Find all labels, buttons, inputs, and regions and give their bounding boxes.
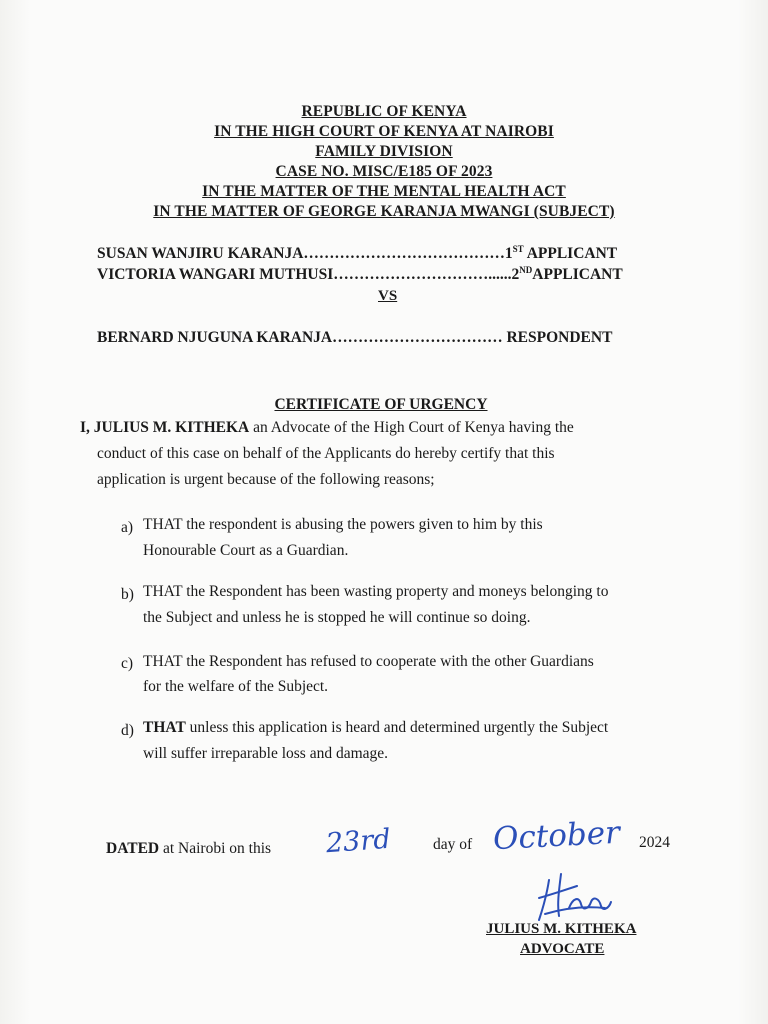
reason-d-bold: THAT	[143, 719, 186, 736]
header-line-matter-act: IN THE MATTER OF THE MENTAL HEALTH ACT	[202, 183, 566, 200]
reason-b-label: b)	[121, 586, 134, 603]
respondent-dots: ……………………………	[332, 329, 503, 346]
reason-d-line-1	[143, 715, 608, 741]
advocate-name-intro: I, JULIUS M. KITHEKA	[80, 419, 250, 436]
certificate-title: CERTIFICATE OF URGENCY	[274, 396, 488, 413]
handwritten-day: 23rd	[324, 823, 392, 860]
applicant-2-line	[97, 265, 623, 284]
applicant-2-role: APPLICANT	[532, 266, 623, 283]
dated-year: 2024	[639, 834, 670, 851]
reason-a-line-1: THAT the respondent is abusing the powers given to him by this	[143, 516, 543, 533]
reason-d-line-2: will suffer irreparable loss and damage.	[143, 745, 389, 762]
applicant-2-ordinal: 2	[511, 266, 520, 283]
intro-line-2: conduct of this case on behalf of the Applicants do hereby certify that this	[97, 445, 555, 462]
applicant-1-ordinal-sup: ST	[512, 244, 524, 254]
reason-c-line-2: for the welfare of the Subject.	[143, 678, 329, 695]
signature-mark	[535, 868, 615, 928]
applicant-2-ordinal-sup: ND	[519, 265, 533, 275]
header-line-case-no: CASE NO. MISC/E185 OF 2023	[275, 163, 493, 180]
signatory-name: JULIUS M. KITHEKA	[486, 921, 637, 937]
dated-label	[106, 836, 271, 862]
intro-line-1	[80, 415, 574, 441]
reason-a-line-2: Honourable Court as a Guardian.	[143, 542, 349, 559]
dated-rest: at Nairobi on this	[159, 840, 272, 857]
applicant-2-dots: …………………………......	[333, 266, 512, 283]
applicant-1-name: SUSAN WANJIRU KARANJA	[97, 245, 304, 262]
intro-line-3: application is urgent because of the following reasons;	[97, 471, 435, 488]
respondent-role: RESPONDENT	[502, 329, 613, 346]
reason-d-line-1-text: unless this application is heard and determined urgently the Subject	[185, 719, 609, 736]
header-line-matter-subject: IN THE MATTER OF GEORGE KARANJA MWANGI (SUBJECT)	[153, 203, 615, 220]
applicant-1-ordinal: 1	[504, 245, 513, 262]
versus-label: VS	[378, 288, 398, 304]
intro-line-1-text: an Advocate of the High Court of Kenya having the	[249, 419, 574, 436]
reason-c-line-1: THAT the Respondent has refused to cooperate with the other Guardians	[143, 653, 594, 670]
applicant-1-line	[97, 244, 617, 263]
signatory-title: ADVOCATE	[520, 941, 605, 957]
handwritten-month: October	[492, 814, 621, 858]
header-line-court: IN THE HIGH COURT OF KENYA AT NAIROBI	[214, 123, 554, 140]
header-line-republic: REPUBLIC OF KENYA	[301, 103, 467, 120]
respondent-line	[97, 329, 612, 347]
header-line-division: FAMILY DIVISION	[315, 143, 453, 160]
dated-bold: DATED	[106, 840, 160, 857]
applicant-1-dots: …………………………………	[303, 245, 505, 262]
reason-b-line-1: THAT the Respondent has been wasting property and moneys belonging to	[143, 583, 609, 600]
respondent-name: BERNARD NJUGUNA KARANJA	[97, 329, 333, 346]
day-of-label: day of	[433, 836, 473, 853]
reason-d-label: d)	[121, 722, 134, 739]
reason-a-label: a)	[121, 519, 134, 536]
applicant-2-name: VICTORIA WANGARI MUTHUSI	[97, 266, 334, 283]
reason-c-label: c)	[121, 655, 134, 672]
applicant-1-role: APPLICANT	[523, 245, 618, 262]
reason-b-line-2: the Subject and unless he is stopped he will continue so doing.	[143, 609, 531, 626]
